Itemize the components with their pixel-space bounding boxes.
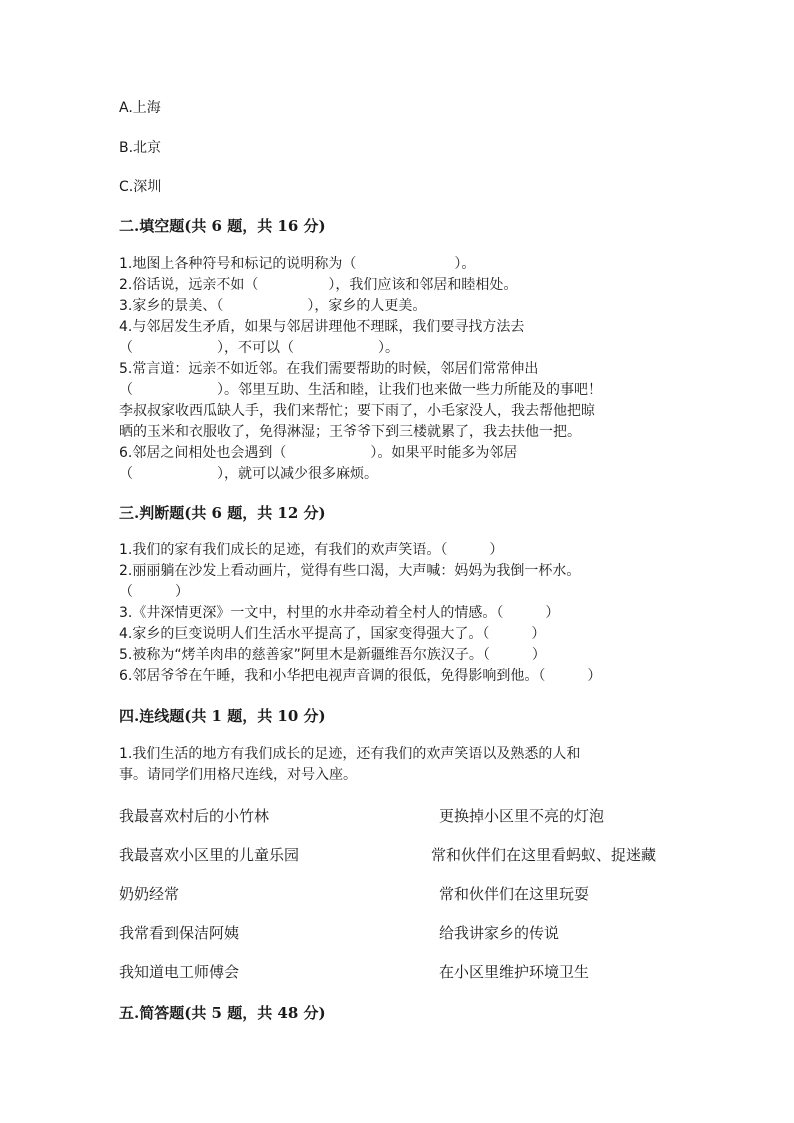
option-c: C.深圳: [119, 179, 162, 195]
option-a: A.上海: [119, 100, 161, 116]
question-line: 5.被称为“烤羊肉串的慈善家”阿里木是新疆维吾尔族汉子。（ ）: [119, 647, 546, 663]
match-right-item: 在小区里维护环境卫生: [439, 963, 590, 981]
match-left-item: 我知道电工师傅会: [119, 963, 240, 981]
match-left-item: 奶奶经常: [119, 885, 180, 903]
option-b: B.北京: [119, 140, 162, 156]
question-line: 1.地图上各种符号和标记的说明称为（ ）。: [119, 256, 476, 272]
question-line: 4.与邻居发生矛盾，如果与邻居讲理他不理睬，我们要寻找方法去: [119, 319, 525, 335]
question-line: 2.俗话说，远亲不如（ ），我们应该和邻居和睦相处。: [119, 277, 518, 293]
question-line: 4.家乡的巨变说明人们生活水平提高了，国家变得强大了。（ ）: [119, 626, 546, 642]
section-short-title: 五.简答题(共 5 题，共 48 分): [119, 1004, 326, 1022]
question-line: （ ），不可以（ ）。: [119, 340, 399, 356]
match-right-item: 更换掉小区里不亮的灯泡: [439, 807, 605, 825]
question-line: 李叔叔家收西瓜缺人手，我们来帮忙；要下雨了，小毛家没人，我去帮他把晾: [119, 403, 595, 419]
question-line: 6.邻居爷爷在午睡，我和小华把电视声音调的很低，免得影响到他。（ ）: [119, 668, 602, 684]
judge-questions: [119, 540, 601, 687]
match-left-item: 我最喜欢小区里的儿童乐园: [119, 846, 300, 864]
section-match-title: 四.连线题(共 1 题，共 10 分): [119, 707, 326, 725]
question-line: （ ）: [119, 584, 189, 600]
match-right-item: 常和伙伴们在这里玩耍: [439, 885, 590, 903]
question-line: 3.家乡的景美、（ ），家乡的人更美。: [119, 298, 427, 314]
question-line: 5.常言道：远亲不如近邻。在我们需要帮助的时候，邻居们常常伸出: [119, 361, 539, 377]
question-line: 3.《井深情更深》一文中，村里的水井牵动着全村人的情感。（ ）: [119, 605, 560, 621]
question-line: 事。请同学们用格尺连线，对号入座。: [119, 767, 357, 783]
question-line: （ ）。邻里互助、生活和睦，让我们也来做一些力所能及的事吧！: [119, 382, 602, 398]
match-right-item: 常和伙伴们在这里看蚂蚁、捉迷藏: [431, 846, 657, 864]
question-line: 晒的玉米和衣服收了，免得淋湿；王爷爷下到三楼就累了，我去扶他一把。: [119, 424, 581, 440]
match-left-item: 我最喜欢村后的小竹林: [119, 807, 270, 825]
section-fill-title: 二.填空题(共 6 题，共 16 分): [119, 217, 326, 235]
match-intro: [119, 744, 580, 786]
section-judge-title: 三.判断题(共 6 题，共 12 分): [119, 504, 326, 522]
question-line: 6.邻居之间相处也会遇到（ ）。如果平时能多为邻居: [119, 445, 518, 461]
question-line: （ ），就可以减少很多麻烦。: [119, 466, 378, 482]
match-left-item: 我常看到保洁阿姨: [119, 924, 240, 942]
question-line: 1.我们的家有我们成长的足迹，有我们的欢声笑语。（ ）: [119, 542, 504, 558]
match-right-item: 给我讲家乡的传说: [439, 924, 560, 942]
question-line: 1.我们生活的地方有我们成长的足迹，还有我们的欢声笑语以及熟悉的人和: [119, 746, 581, 762]
question-line: 2.丽丽躺在沙发上看动画片，觉得有些口渴，大声喊：妈妈为我倒一杯水。: [119, 563, 581, 579]
fill-questions: [119, 254, 602, 485]
